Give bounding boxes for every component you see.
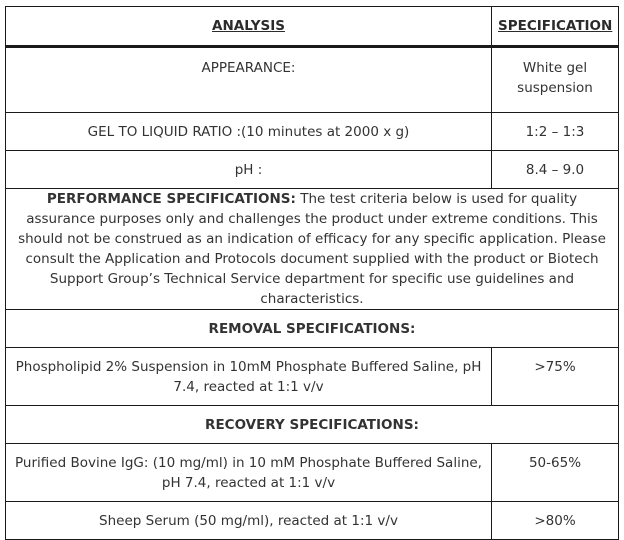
specification-table	[5, 6, 619, 540]
header-row	[6, 7, 619, 47]
recovery-sheep-value: >80%	[492, 502, 619, 540]
recovery-sheep-label: Sheep Serum (50 mg/ml), reacted at 1:1 v/v	[6, 502, 492, 540]
recovery-sheep-row	[6, 502, 619, 540]
performance-heading: PERFORMANCE SPECIFICATIONS:	[46, 191, 296, 207]
performance-cell	[6, 189, 619, 310]
ratio-label: GEL TO LIQUID RATIO :(10 minutes at 2000 x g)	[6, 113, 492, 151]
recovery-igg-row	[6, 444, 619, 502]
ph-row	[6, 151, 619, 189]
recovery-heading-row	[6, 406, 619, 444]
ph-label: pH :	[6, 151, 492, 189]
removal-heading-row	[6, 310, 619, 348]
removal-label: Phospholipid 2% Suspension in 10mM Phosphate Buffered Saline, pH 7.4, reacted at 1:1 v/v	[6, 348, 492, 406]
performance-text: The test criteria below is used for quality assurance purposes only and challenges the product under extreme conditions. This should not be construed as an indication of efficacy for any specific application. Please consult the Application and Protocols document supplied with the product or Biotech Support Group’s Technical Service department for specific use guidelines and characteristics.	[18, 191, 606, 307]
appearance-row	[6, 47, 619, 113]
analysis-header-cell	[6, 7, 492, 47]
recovery-igg-label: Purified Bovine IgG: (10 mg/ml) in 10 mM Phosphate Buffered Saline, pH 7.4, reacted at 1:1 v/v	[6, 444, 492, 502]
ratio-value: 1:2 – 1:3	[492, 113, 619, 151]
specification-header: SPECIFICATION	[498, 18, 613, 34]
appearance-label: APPEARANCE:	[6, 47, 492, 113]
removal-value: >75%	[492, 348, 619, 406]
recovery-igg-value: 50-65%	[492, 444, 619, 502]
gel-liquid-ratio-row	[6, 113, 619, 151]
specification-header-cell	[492, 7, 619, 47]
recovery-heading: RECOVERY SPECIFICATIONS:	[6, 406, 619, 444]
ph-value: 8.4 – 9.0	[492, 151, 619, 189]
performance-row	[6, 189, 619, 310]
analysis-header: ANALYSIS	[212, 18, 285, 34]
removal-row	[6, 348, 619, 406]
removal-heading: REMOVAL SPECIFICATIONS:	[6, 310, 619, 348]
appearance-value: White gel suspension	[492, 47, 619, 113]
